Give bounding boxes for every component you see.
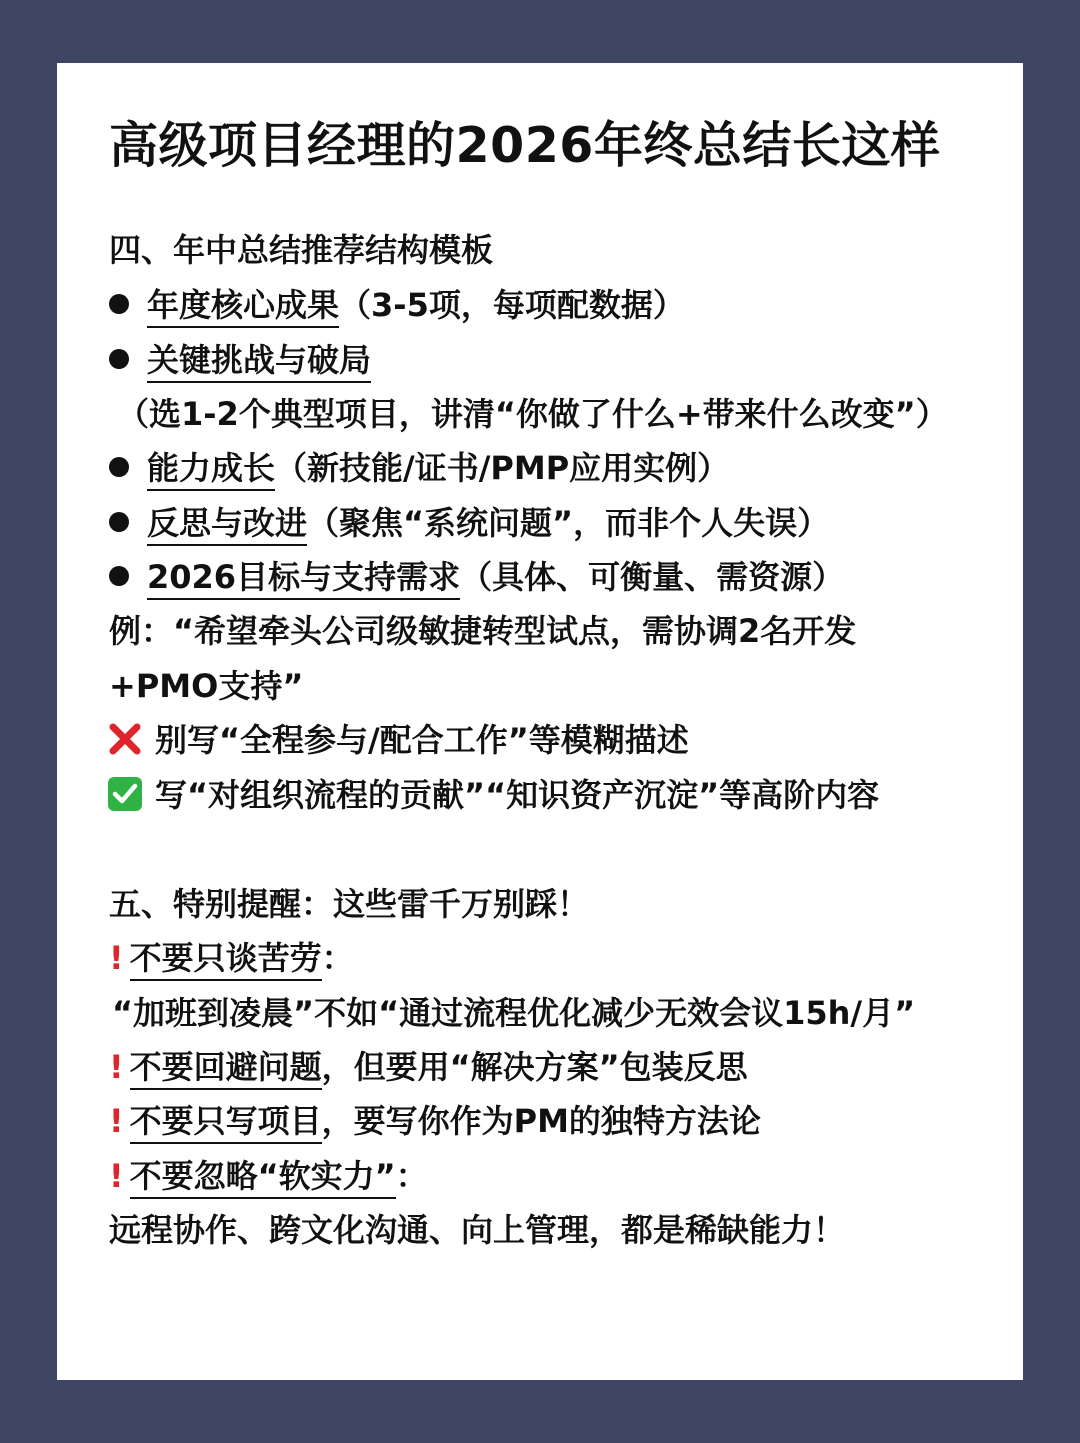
underlined-label: 不要只写项目 (130, 1102, 322, 1144)
item-detail: （3-5项，每项配数据） (339, 286, 685, 324)
underlined-label: 能力成长 (147, 449, 275, 491)
example-line-2: +PMO支持” (109, 667, 304, 705)
content-card (57, 63, 1023, 1380)
list-item-growth (109, 448, 729, 488)
underlined-label: 不要只谈苦劳 (130, 939, 322, 981)
exclamation-icon: ! (109, 1048, 124, 1086)
item-detail: （具体、可衡量、需资源） (460, 558, 845, 596)
check-mark-icon (107, 776, 143, 812)
section4-heading: 四、年中总结推荐结构模板 (109, 231, 494, 269)
do-text: 写“对组织流程的贡献”“知识资产沉淀”等高阶内容 (155, 776, 880, 814)
reminder-3: ! 不要只写项目，要写你作为PM的独特方法论 (109, 1101, 761, 1141)
list-item-challenges (109, 340, 371, 380)
underlined-label: 不要忽略“软实力” (130, 1157, 396, 1199)
reminder-4-detail: 远程协作、跨文化沟通、向上管理，都是稀缺能力！ (109, 1211, 846, 1249)
underlined-label: 年度核心成果 (147, 286, 339, 328)
exclamation-icon: ! (109, 1157, 124, 1195)
item-detail: （新技能/证书/PMP应用实例） (275, 449, 730, 487)
bullet-icon (109, 457, 129, 477)
item-detail: （聚焦“系统问题”，而非个人失误） (307, 504, 830, 542)
exclamation-icon: ! (109, 939, 124, 977)
bullet-icon (109, 294, 129, 314)
cross-mark-icon (107, 721, 143, 757)
bullet-icon (109, 349, 129, 369)
dont-line (109, 720, 689, 760)
example-line-1: 例：“希望牵头公司级敏捷转型试点，需协调2名开发 (109, 612, 857, 650)
reminder-1: ! 不要只谈苦劳： (109, 938, 354, 978)
underlined-label: 2026目标与支持需求 (147, 558, 460, 600)
bullet-icon (109, 512, 129, 532)
list-item-reflection (109, 503, 829, 543)
underlined-label: 关键挑战与破局 (147, 341, 371, 383)
list-item-core-results (109, 285, 685, 325)
page-title: 高级项目经理的2026年终总结长这样 (109, 117, 941, 174)
do-line (109, 775, 879, 815)
section5-heading: 五、特别提醒：这些雷千万别踩！ (109, 885, 590, 923)
underlined-label: 反思与改进 (147, 504, 307, 546)
exclamation-icon: ! (109, 1102, 124, 1140)
underlined-label: 不要回避问题 (130, 1048, 322, 1090)
challenges-note: （选1-2个典型项目，讲清“你做了什么+带来什么改变”） (117, 395, 948, 433)
bullet-icon (109, 566, 129, 586)
list-item-goals (109, 557, 844, 597)
reminder-2: ! 不要回避问题，但要用“解决方案”包装反思 (109, 1047, 748, 1087)
reminder-4: ! 不要忽略“软实力”： (109, 1156, 428, 1196)
reminder-1-detail: “加班到凌晨”不如“通过流程优化减少无效会议15h/月” (112, 994, 916, 1032)
dont-text: 别写“全程参与/配合工作”等模糊描述 (155, 721, 689, 759)
